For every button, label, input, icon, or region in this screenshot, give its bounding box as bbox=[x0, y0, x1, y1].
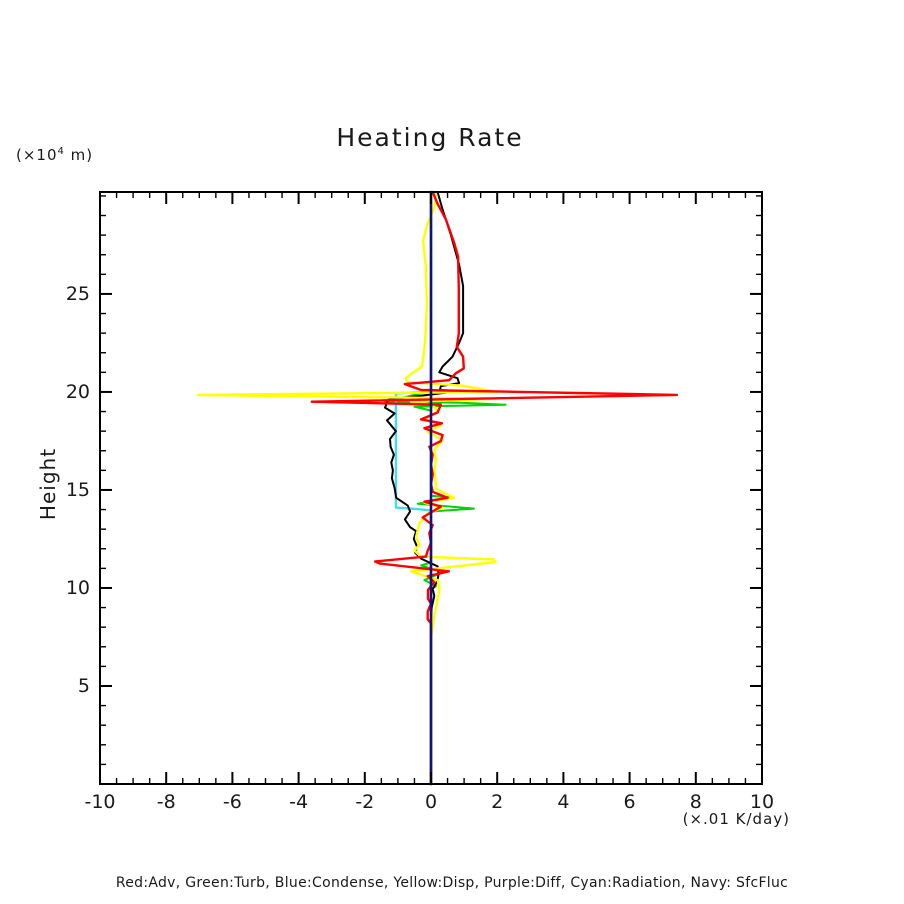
x-tick-label: -2 bbox=[355, 791, 375, 813]
series-turb bbox=[385, 192, 506, 784]
x-tick-label: 0 bbox=[424, 791, 438, 813]
y-axis-unit-prefix: (×10 bbox=[16, 146, 58, 164]
series-adv bbox=[312, 192, 677, 784]
y-axis-unit-exponent: 4 bbox=[57, 146, 65, 157]
x-tick-label: -10 bbox=[84, 791, 116, 813]
x-tick-label: 10 bbox=[749, 791, 775, 813]
y-axis-title: Height bbox=[36, 447, 60, 521]
y-tick-label: 20 bbox=[65, 380, 90, 403]
y-tick-label: 10 bbox=[65, 576, 90, 599]
x-tick-label: 4 bbox=[557, 791, 570, 813]
x-tick-label: -6 bbox=[222, 791, 242, 813]
x-tick-label: 2 bbox=[491, 791, 504, 813]
legend-note: Red:Adv, Green:Turb, Blue:Condense, Yellow:Disp, Purple:Diff, Cyan:Radiation, Navy: SfcFluc bbox=[115, 875, 789, 891]
y-tick-label: 15 bbox=[65, 478, 90, 501]
x-tick-label: -4 bbox=[289, 791, 309, 813]
x-axis-unit-label: (×.01 K/day) bbox=[682, 810, 790, 828]
chart-title: Heating Rate bbox=[336, 123, 524, 152]
y-tick-label: 5 bbox=[77, 674, 90, 697]
y-axis-unit-suffix: m) bbox=[64, 146, 94, 164]
x-tick-label: 8 bbox=[689, 791, 702, 813]
x-tick-label: -8 bbox=[156, 791, 176, 813]
y-tick-label: 25 bbox=[65, 282, 90, 305]
x-tick-label: 6 bbox=[623, 791, 636, 813]
series-disp bbox=[198, 192, 497, 784]
